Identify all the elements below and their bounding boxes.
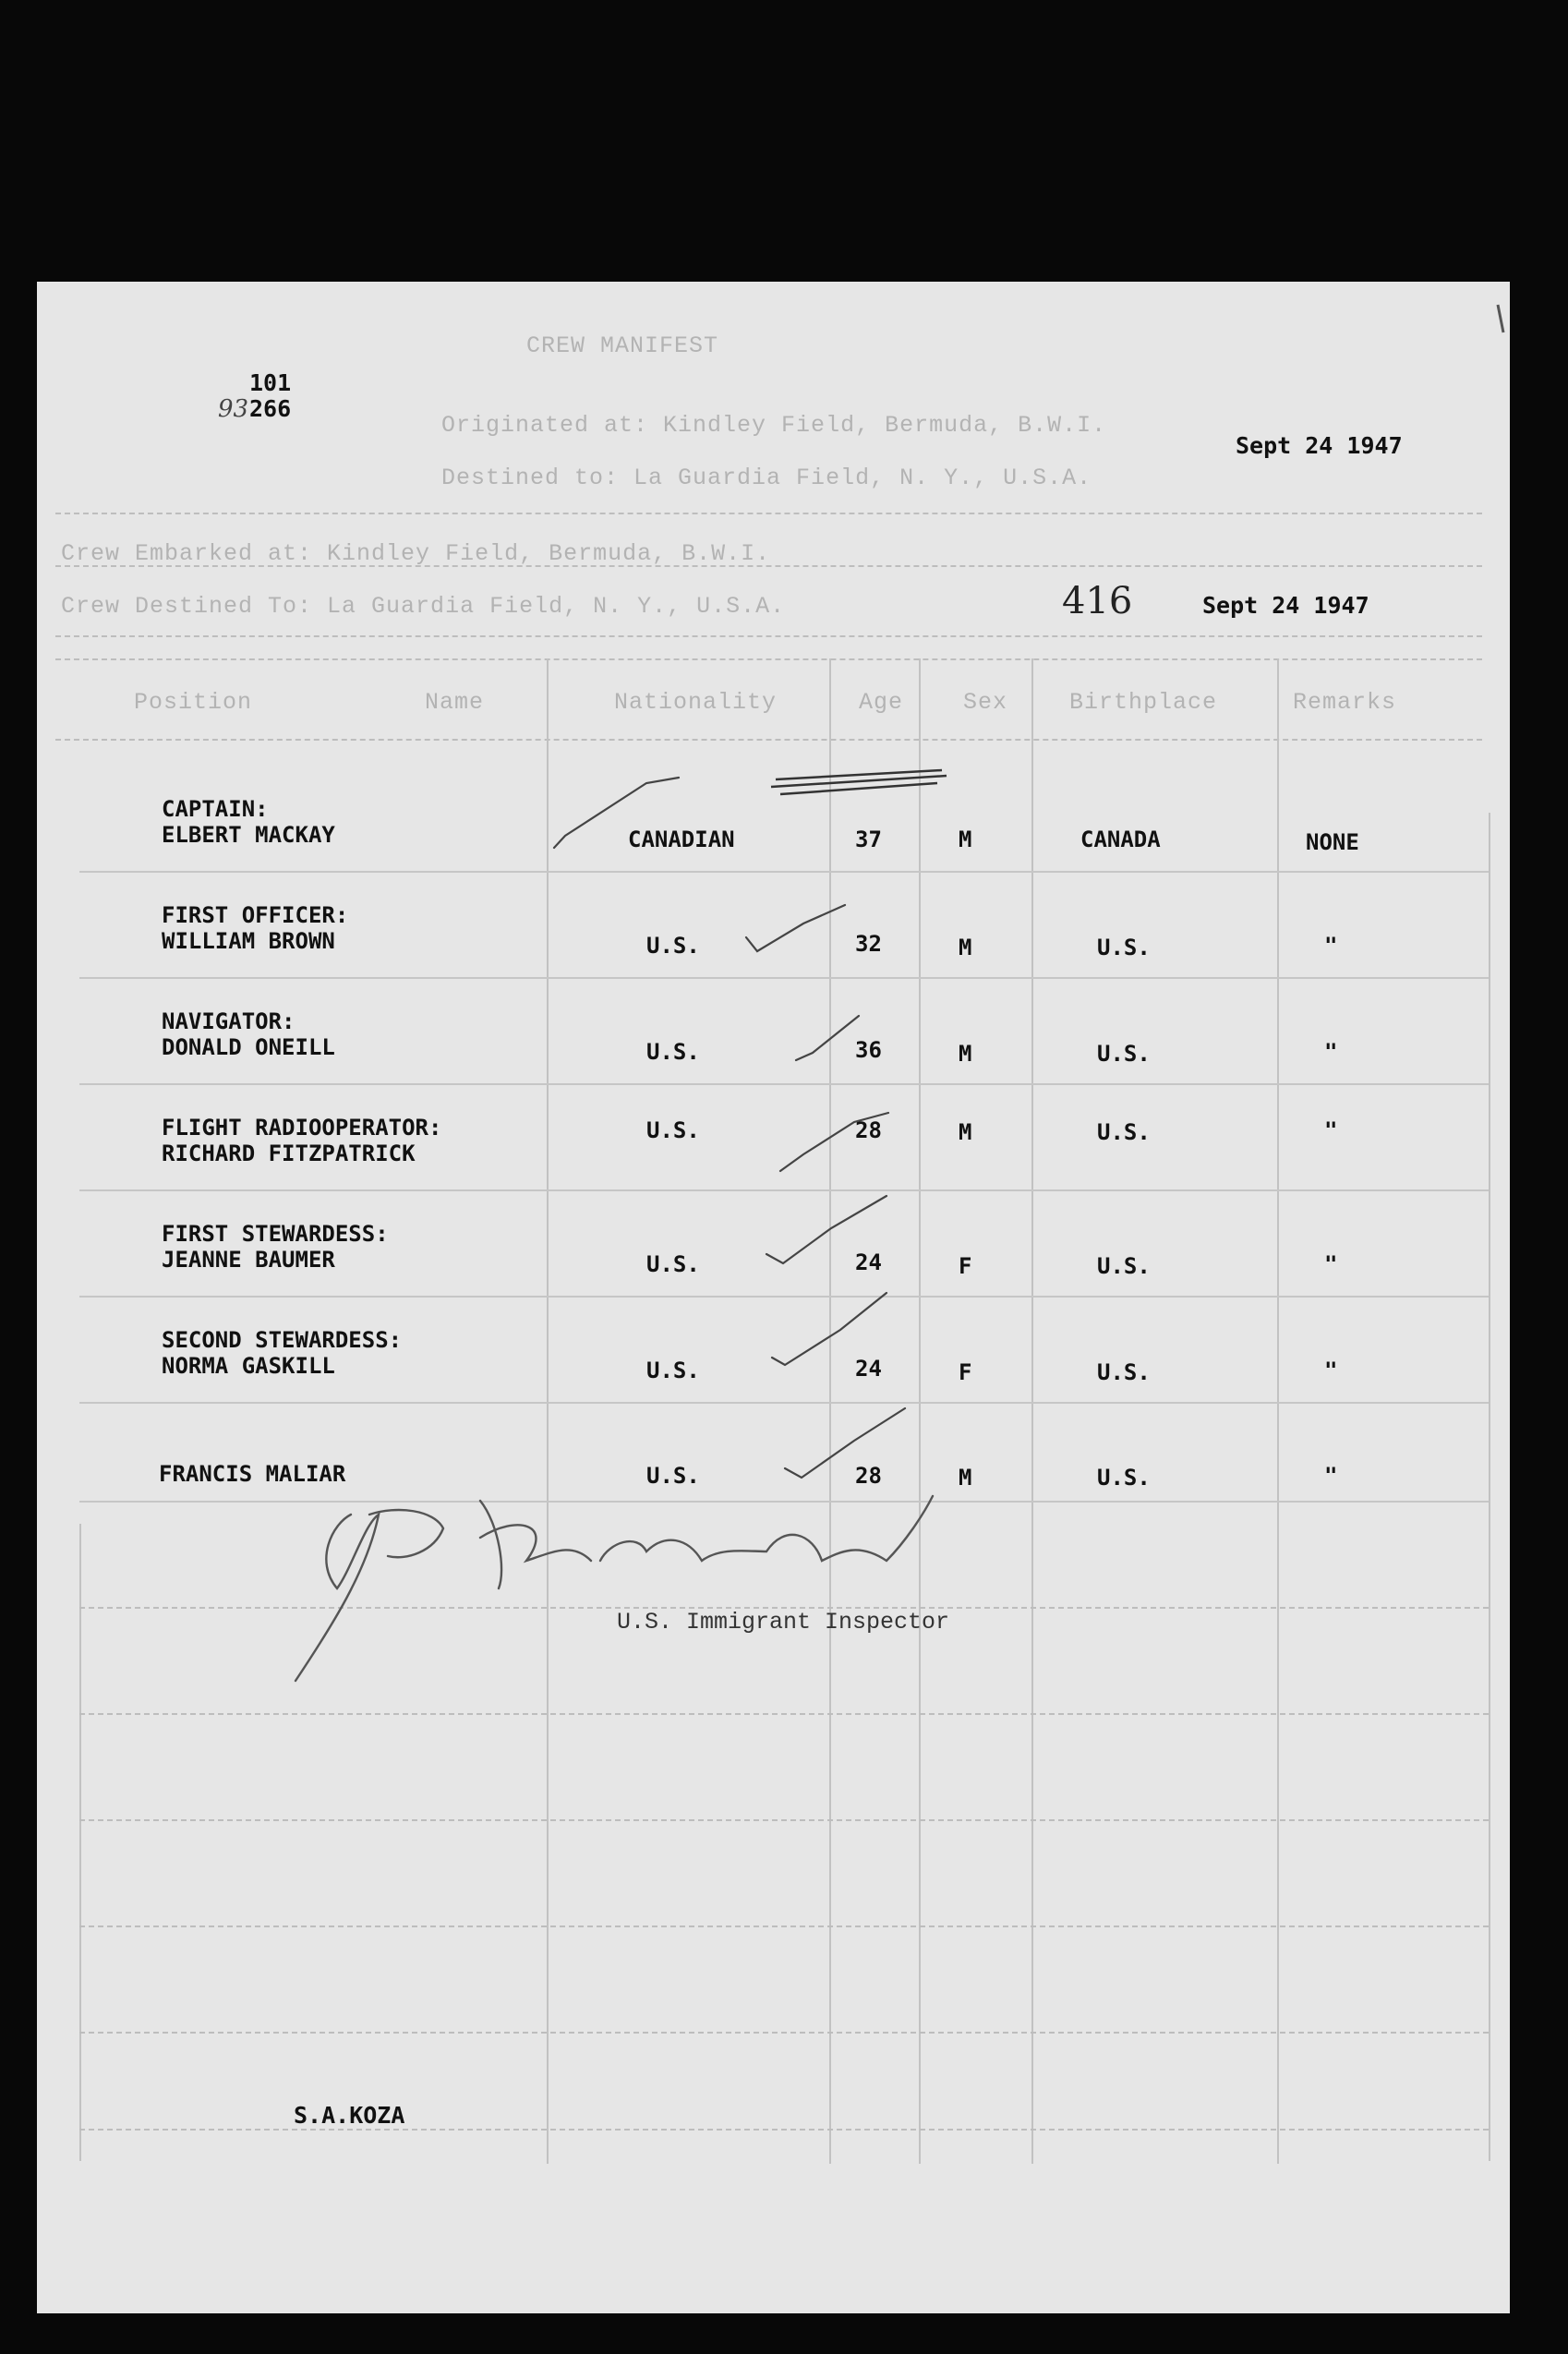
plane-prefix-handwritten: 93: [218, 395, 249, 423]
check-mark: [785, 1408, 905, 1478]
age-strikeout: [771, 770, 947, 794]
crew-sex: M: [959, 935, 972, 960]
crew-name: FRANCIS MALIAR: [159, 1461, 346, 1487]
crew-sex: M: [959, 1119, 972, 1145]
crew-birthplace: U.S.: [1097, 1359, 1151, 1385]
crew-nationality: U.S.: [646, 1117, 700, 1143]
check-mark: [766, 1196, 887, 1263]
crew-nationality: U.S.: [646, 1358, 700, 1383]
crew-name: ELBERT MACKAY: [162, 822, 335, 848]
crew-nationality: U.S.: [646, 1251, 700, 1277]
crew-birthplace: U.S.: [1097, 1119, 1151, 1145]
crew-position: FIRST OFFICER:: [162, 902, 349, 928]
crew-sex: F: [959, 1359, 972, 1385]
inspector-caption: U.S. Immigrant Inspector: [617, 1609, 950, 1636]
crew-remarks: ": [1324, 1117, 1338, 1143]
crew-remarks: NONE: [1306, 829, 1359, 855]
crew-name: WILLIAM BROWN: [162, 928, 335, 954]
col-remarks: Remarks: [1293, 689, 1397, 716]
crew-birthplace: U.S.: [1097, 1041, 1151, 1067]
date-second: Sept 24 1947: [1202, 592, 1369, 619]
crew-sex: M: [959, 1465, 972, 1491]
crew-sex: M: [959, 1041, 972, 1067]
crew-name: RICHARD FITZPATRICK: [162, 1141, 416, 1166]
col-birthplace: Birthplace: [1069, 689, 1218, 716]
destined-to: Destined to: La Guardia Field, N. Y., U.S.A.: [441, 465, 1092, 491]
crew-age: 32: [855, 931, 882, 957]
crew-name: JEANNE BAUMER: [162, 1247, 335, 1273]
check-mark: [772, 1293, 887, 1365]
crew-age: 28: [855, 1463, 882, 1489]
crew-embarked-at: Crew Embarked at: Kindley Field, Bermuda, B.W.I.: [61, 540, 771, 567]
crew-birthplace: U.S.: [1097, 1465, 1151, 1491]
crew-name: NORMA GASKILL: [162, 1353, 335, 1379]
col-position: Position: [134, 689, 253, 716]
crew-position: CAPTAIN:: [162, 796, 269, 822]
crew-birthplace: U.S.: [1097, 935, 1151, 960]
crew-age: 24: [855, 1356, 882, 1382]
check-mark: [780, 1113, 888, 1171]
crew-position: NAVIGATOR:: [162, 1008, 296, 1034]
crew-age: 28: [855, 1117, 882, 1143]
plane-number: 266: [249, 395, 292, 422]
footer-typed-name: S.A.KOZA: [294, 2102, 405, 2129]
crew-destined-to: Crew Destined To: La Guardia Field, N. Y., U.S.A.: [61, 593, 786, 620]
paper-tick: [1498, 305, 1503, 332]
col-nationality: Nationality: [614, 689, 778, 716]
crew-age: 24: [855, 1249, 882, 1275]
trip-number: 101: [249, 369, 292, 396]
date-top: Sept 24 1947: [1236, 432, 1403, 459]
crew-remarks: ": [1324, 1358, 1338, 1383]
originated-at: Originated at: Kindley Field, Bermuda, B.W.I.: [441, 412, 1107, 439]
crew-birthplace: CANADA: [1080, 827, 1161, 852]
crew-age: 36: [855, 1037, 882, 1063]
crew-nationality: U.S.: [646, 1039, 700, 1065]
col-sex: Sex: [963, 689, 1008, 716]
col-age: Age: [859, 689, 904, 716]
crew-sex: M: [959, 827, 972, 852]
crew-remarks: ": [1324, 1039, 1338, 1065]
crew-name: DONALD ONEILL: [162, 1034, 335, 1060]
crew-birthplace: U.S.: [1097, 1253, 1151, 1279]
crew-sex: F: [959, 1253, 972, 1279]
crew-nationality: U.S.: [646, 1463, 700, 1489]
check-mark: [554, 778, 679, 848]
stamp-number: 416: [1062, 580, 1133, 622]
crew-remarks: ": [1324, 1251, 1338, 1277]
crew-age: 37: [855, 827, 882, 852]
crew-remarks: ": [1324, 1463, 1338, 1489]
check-mark: [796, 1016, 859, 1060]
crew-remarks: ": [1324, 933, 1338, 959]
crew-position: FIRST STEWARDESS:: [162, 1221, 389, 1247]
check-mark: [746, 905, 845, 951]
crew-position: SECOND STEWARDESS:: [162, 1327, 403, 1353]
inspector-signature: [296, 1496, 933, 1681]
crew-nationality: CANADIAN: [628, 827, 735, 852]
col-name: Name: [425, 689, 485, 716]
form-title: CREW MANIFEST: [526, 332, 719, 359]
crew-position: FLIGHT RADIOOPERATOR:: [162, 1115, 442, 1141]
crew-nationality: U.S.: [646, 933, 700, 959]
